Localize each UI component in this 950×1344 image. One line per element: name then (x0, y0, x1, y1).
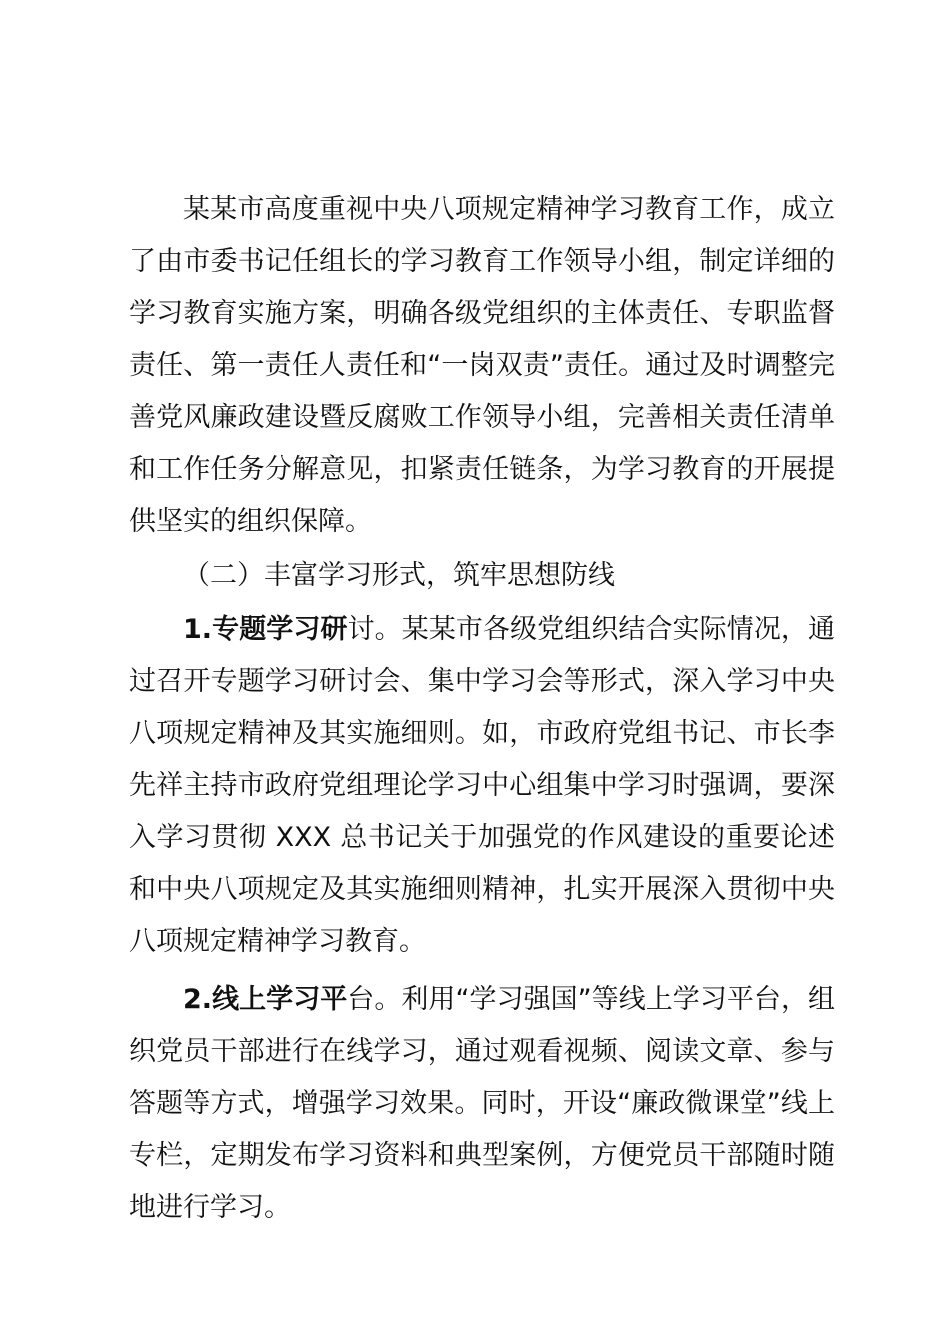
item-2-text: 台。利用“学习强国”等线上学习平台，组织党员干部进行在线学习，通过观看视频、阅读文章、参与答题等方式，增强学习效果。同时，开设“廉政微课堂”线上专栏，定期发布学习资料和典型案例，方便党员干部随时随地进行学习。 (129, 984, 835, 1223)
paragraph-organization (129, 184, 835, 548)
section-heading (129, 550, 835, 602)
document-body (129, 184, 835, 1234)
item-1-text: 讨。某某市各级党组织结合实际情况，通过召开专题学习研讨会、集中学习会等形式，深入学习中央八项规定精神及其实施细则。如，市政府党组书记、市长李先祥主持市政府党组理论学习中心组集中学习时强调，要深入学习贯彻 XXX 总书记关于加强党的作风建设的重要论述和中央八项规定及其实施细则精神，扎实开展深入贯彻中央八项规定精神学习教育。 (129, 614, 836, 957)
item-1-lead: 1.专题学习研 (183, 614, 348, 645)
paragraph-item-2 (129, 974, 835, 1234)
section-heading-text: （二）丰富学习形式，筑牢思想防线 (183, 560, 615, 591)
item-2-lead: 2.线上学习平 (183, 984, 348, 1015)
paragraph-text: 某某市高度重视中央八项规定精神学习教育工作，成立了由市委书记任组长的学习教育工作领导小组，制定详细的学习教育实施方案，明确各级党组织的主体责任、专职监督责任、第一责任人责任和“一岗双责”责任。通过及时调整完善党风廉政建设暨反腐败工作领导小组，完善相关责任清单和工作任务分解意见，扣紧责任链条，为学习教育的开展提供坚实的组织保障。 (129, 194, 835, 537)
paragraph-item-1 (129, 604, 835, 968)
